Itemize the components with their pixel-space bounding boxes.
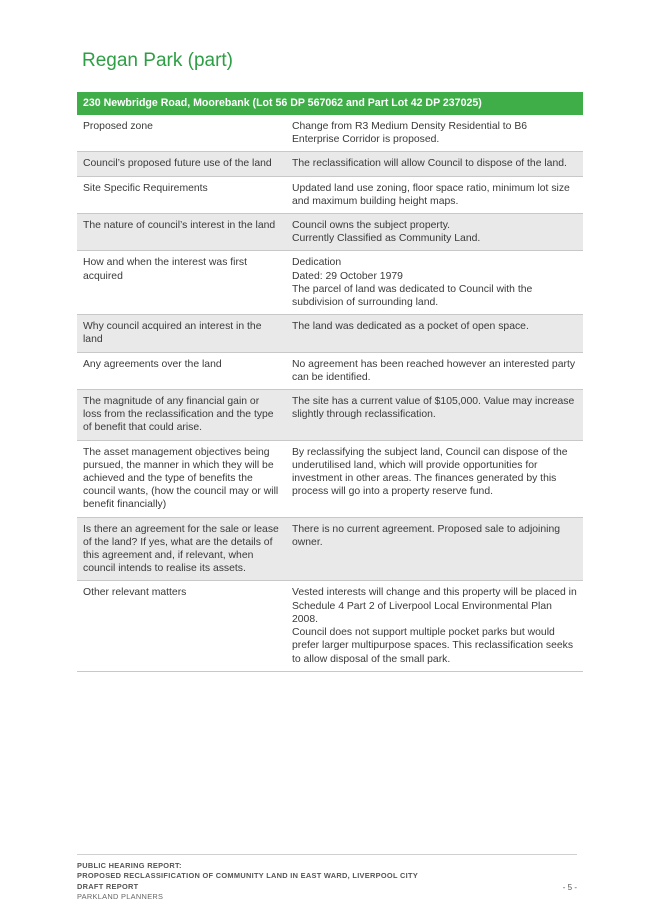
- table-row: [77, 152, 583, 176]
- row-value-cell: [285, 315, 583, 351]
- row-label: Other relevant matters: [83, 587, 187, 599]
- row-label: The magnitude of any financial gain or loss from the reclassification and the type of benefit that could arise.: [83, 396, 274, 434]
- page-footer: [77, 854, 577, 902]
- row-value: Updated land use zoning, floor space ratio, minimum lot size and maximum building height maps.: [292, 182, 570, 207]
- table-row: [77, 214, 583, 251]
- row-value-cell: [285, 441, 583, 517]
- row-label-cell: [77, 518, 285, 581]
- row-value: Dedication: [292, 257, 342, 269]
- row-label-cell: [77, 441, 285, 517]
- row-label: Why council acquired an interest in the land: [83, 321, 262, 346]
- row-label-cell: [77, 115, 285, 151]
- row-value: The reclassification will allow Council to dispose of the land.: [292, 158, 567, 170]
- row-value: There is no current agreement. Proposed sale to adjoining owner.: [292, 523, 561, 548]
- table-row: [77, 251, 583, 315]
- row-value-cell: [285, 353, 583, 389]
- row-label: The nature of council’s interest in the land: [83, 220, 276, 232]
- footer-report-title: PROPOSED RECLASSIFICATION OF COMMUNITY LAND IN EAST WARD, LIVERPOOL CITY: [77, 871, 419, 881]
- table-row: [77, 353, 583, 390]
- table-row: [77, 315, 583, 352]
- row-label-cell: [77, 214, 285, 250]
- footer-draft-label: DRAFT REPORT: [77, 881, 139, 891]
- row-value-cell: [285, 214, 583, 250]
- row-label: Proposed zone: [83, 121, 153, 132]
- row-value-cell: [285, 152, 583, 175]
- table-row: [77, 441, 583, 518]
- table-row: [77, 390, 583, 441]
- row-value: The site has a current value of $105,000. Value may increase slightly through reclassification.: [292, 396, 575, 421]
- page-title: Regan Park (part): [82, 50, 234, 71]
- row-label-cell: [77, 152, 285, 175]
- row-value-cell: [285, 177, 583, 213]
- row-label: The asset management objectives being pursued, the manner in which they will be achieved and the type of benefits the council wants, (how the council may or will benefit financially): [83, 446, 279, 511]
- table-body: [77, 115, 583, 672]
- row-value: No agreement has been reached however an interested party can be identified.: [292, 358, 576, 383]
- row-value-cell: [285, 251, 583, 314]
- row-label: Council’s proposed future use of the land: [83, 158, 272, 170]
- row-value-cell: [285, 115, 583, 151]
- table-row: [77, 518, 583, 582]
- row-value-cell: [285, 390, 583, 440]
- row-label-cell: [77, 581, 285, 670]
- row-value: Currently Classified as Community Land.: [292, 233, 481, 245]
- row-label: Any agreements over the land: [83, 358, 222, 370]
- row-label: Is there an agreement for the sale or lease of the land? If yes, what are the details of this agreement and, if relevant, when council intends to realise its assets.: [83, 523, 279, 575]
- row-value: By reclassifying the subject land, Council can dispose of the underutilised land, which will provide opportunities for investment in other areas. The finances generated by this process will go into a property reserve fund.: [292, 446, 568, 498]
- table-row: [77, 115, 583, 152]
- row-value-cell: [285, 581, 583, 670]
- row-value: The land was dedicated as a pocket of open space.: [292, 321, 529, 333]
- row-value: Vested interests will change and this property will be placed in Schedule 4 Part 2 of Liverpool Local Environmental Plan 2008.: [292, 587, 577, 625]
- row-label: How and when the interest was first acquired: [83, 257, 248, 282]
- table-row: [77, 177, 583, 214]
- row-label-cell: [77, 353, 285, 389]
- row-value: Dated: 29 October 1979: [292, 270, 403, 282]
- row-label-cell: [77, 315, 285, 351]
- row-label-cell: [77, 177, 285, 213]
- footer-report-type: PUBLIC HEARING REPORT:: [77, 861, 182, 870]
- footer-author: PARKLAND PLANNERS: [77, 891, 164, 901]
- row-value: Change from R3 Medium Density Residential to B6 Enterprise Corridor is proposed.: [292, 121, 528, 146]
- row-label-cell: [77, 251, 285, 314]
- table-header: 230 Newbridge Road, Moorebank (Lot 56 DP 567062 and Part Lot 42 DP 237025): [77, 92, 583, 115]
- row-value: Council owns the subject property.: [292, 220, 451, 232]
- row-value: Council does not support multiple pocket parks but would prefer larger multipurpose spaces. This reclassification seeks to allow disposal of the small park.: [292, 627, 574, 665]
- row-value-cell: [285, 518, 583, 581]
- row-label-cell: [77, 390, 285, 440]
- page-number: - 5 -: [562, 883, 577, 892]
- table-row: [77, 581, 583, 671]
- row-label: Site Specific Requirements: [83, 182, 208, 194]
- row-value: The parcel of land was dedicated to Council with the subdivision of surrounding land.: [292, 283, 533, 309]
- land-details-table: [77, 92, 583, 672]
